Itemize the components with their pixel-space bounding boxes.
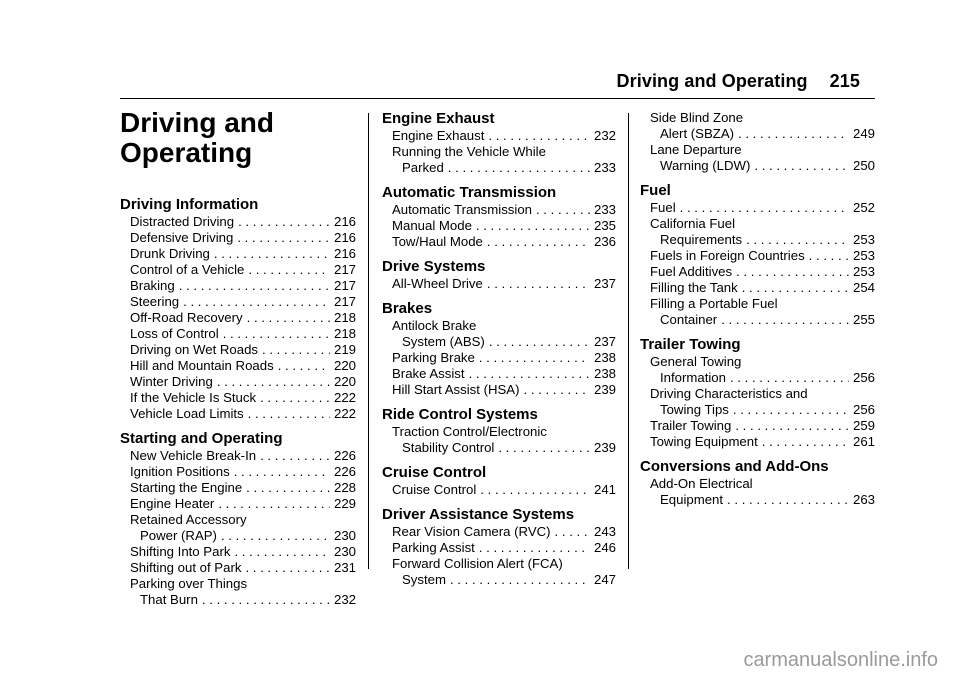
toc-entry-title: Brake Assist — [392, 366, 465, 381]
toc-entry-continuation — [650, 492, 875, 508]
toc-entry-page: 238 — [593, 366, 616, 381]
toc-leader-dots — [555, 524, 590, 540]
toc-leader-dots — [730, 370, 849, 386]
toc-entry-page: 261 — [852, 434, 875, 449]
toc-entry — [382, 366, 616, 382]
toc-entry-title-continued: Stability Control — [402, 440, 495, 455]
toc-entry-page: 216 — [333, 214, 356, 229]
toc-column-1-entries — [120, 196, 356, 608]
toc-entry-page: 220 — [333, 374, 356, 389]
toc-entry-title: Parking Assist — [392, 540, 475, 555]
toc-leader-dots — [221, 528, 330, 544]
toc-entry — [120, 448, 356, 464]
toc-entry-title: Filling a Portable Fuel — [650, 296, 778, 311]
toc-entry — [120, 480, 356, 496]
toc-leader-dots — [721, 312, 849, 328]
toc-leader-dots — [498, 440, 590, 456]
toc-entry — [120, 294, 356, 310]
toc-entry-title-continued: Information — [660, 370, 726, 385]
toc-entry-page: 247 — [593, 572, 616, 587]
toc-entry-page: 226 — [333, 448, 356, 463]
toc-leader-dots — [469, 366, 590, 382]
toc-entry-title: Drunk Driving — [130, 246, 210, 261]
toc-leader-dots — [179, 278, 330, 294]
toc-leader-dots — [489, 334, 590, 350]
toc-entry-title: Engine Heater — [130, 496, 215, 511]
toc-entry-page: 216 — [333, 230, 356, 245]
toc-entry-title: Fuel Additives — [650, 264, 733, 279]
toc-column-3 — [640, 110, 875, 508]
toc-entry-title: Trailer Towing — [650, 418, 732, 433]
toc-entry — [120, 230, 356, 246]
toc-entry-page: 222 — [333, 390, 356, 405]
toc-entry-page: 217 — [333, 278, 356, 293]
toc-entry-title: Hill and Mountain Roads — [130, 358, 274, 373]
toc-leader-dots — [450, 572, 590, 588]
toc-entry-page: 243 — [593, 524, 616, 539]
chapter-title-line-1: Driving and — [120, 107, 275, 138]
toc-entry — [382, 556, 616, 588]
toc-leader-dots — [479, 350, 590, 366]
toc-entry-title: Add-On Electrical — [650, 476, 753, 491]
toc-entry-title: Defensive Driving — [130, 230, 234, 245]
toc-leader-dots — [754, 158, 849, 174]
chapter-title — [120, 108, 356, 168]
toc-entry — [382, 424, 616, 456]
toc-entry-page: 253 — [852, 264, 875, 279]
toc-entry — [120, 278, 356, 294]
toc-entry-title-continued: Parked — [402, 160, 444, 175]
toc-entry-page: 236 — [593, 234, 616, 249]
toc-entry-continuation — [650, 232, 875, 248]
toc-entry — [382, 144, 616, 176]
toc-entry-title: Side Blind Zone — [650, 110, 744, 125]
page-number: 215 — [829, 71, 860, 91]
toc-leader-dots — [246, 480, 330, 496]
toc-entry-title: Retained Accessory — [130, 512, 247, 527]
toc-entry — [120, 214, 356, 230]
toc-entry — [382, 524, 616, 540]
toc-entry-title: Towing Equipment — [650, 434, 758, 449]
toc-leader-dots — [262, 342, 330, 358]
chapter-title-line-2: Operating — [120, 137, 253, 168]
toc-entry-title: Fuel — [650, 200, 676, 215]
toc-entry-page: 216 — [333, 246, 356, 261]
toc-leader-dots — [736, 264, 849, 280]
toc-entry-title: Fuels in Foreign Countries — [650, 248, 805, 263]
toc-entry — [120, 464, 356, 480]
toc-entry-title: All-Wheel Drive — [392, 276, 483, 291]
toc-entry-page: 239 — [593, 382, 616, 397]
toc-entry-title: Braking — [130, 278, 175, 293]
toc-entry-continuation — [650, 312, 875, 328]
toc-leader-dots — [248, 406, 330, 422]
toc-entry — [120, 374, 356, 390]
toc-entry-title-continued: Alert (SBZA) — [660, 126, 735, 141]
toc-entry-page: 226 — [333, 464, 356, 479]
toc-entry — [640, 142, 875, 174]
toc-entry-title: Tow/Haul Mode — [392, 234, 483, 249]
toc-entry-title: Driving on Wet Roads — [130, 342, 259, 357]
header-rule — [120, 98, 875, 99]
toc-entry-page: 218 — [333, 310, 356, 325]
toc-entry-page: 218 — [333, 326, 356, 341]
toc-entry-page: 255 — [852, 312, 875, 327]
toc-entry-continuation — [392, 160, 616, 176]
toc-column-2 — [382, 110, 616, 588]
toc-entry — [382, 128, 616, 144]
toc-leader-dots — [245, 560, 330, 576]
toc-section-heading: Drive Systems — [382, 258, 486, 275]
toc-entry-title: Off-Road Recovery — [130, 310, 243, 325]
toc-entry-continuation — [392, 440, 616, 456]
toc-leader-dots — [536, 202, 590, 218]
toc-leader-dots — [202, 592, 330, 608]
toc-entry-title-continued: Container — [660, 312, 718, 327]
toc-entry-page: 253 — [852, 232, 875, 247]
toc-section-heading: Ride Control Systems — [382, 406, 538, 423]
toc-entry — [382, 350, 616, 366]
toc-entry — [120, 406, 356, 422]
toc-entry-title: California Fuel — [650, 216, 736, 231]
toc-entry-continuation — [392, 334, 616, 350]
toc-entry — [382, 218, 616, 234]
toc-section-heading: Starting and Operating — [120, 430, 283, 447]
toc-entry — [120, 326, 356, 342]
toc-section-heading: Automatic Transmission — [382, 184, 557, 201]
toc-leader-dots — [487, 276, 590, 292]
toc-entry-title: New Vehicle Break-In — [130, 448, 257, 463]
toc-entry-page: 235 — [593, 218, 616, 233]
toc-entry — [120, 544, 356, 560]
toc-entry-title: General Towing — [650, 354, 742, 369]
toc-entry — [640, 476, 875, 508]
toc-section-heading: Brakes — [382, 300, 433, 317]
toc-entry-title: Ignition Positions — [130, 464, 230, 479]
toc-entry — [120, 390, 356, 406]
toc-leader-dots — [260, 448, 330, 464]
toc-entry-title-continued: System (ABS) — [402, 334, 485, 349]
running-header-title: Driving and Operating — [616, 71, 808, 91]
toc-entry-continuation — [650, 158, 875, 174]
toc-entry-page: 233 — [593, 160, 616, 175]
toc-leader-dots — [742, 280, 849, 296]
toc-entry-page: 229 — [333, 496, 356, 511]
toc-entry-page: 230 — [333, 544, 356, 559]
toc-entry — [640, 280, 875, 296]
toc-entry-page: 230 — [333, 528, 356, 543]
toc-entry-page: 252 — [852, 200, 875, 215]
toc-entry-title: Automatic Transmission — [392, 202, 532, 217]
toc-section-heading: Trailer Towing — [640, 336, 741, 353]
toc-section-heading: Driver Assistance Systems — [382, 506, 575, 523]
toc-entry-title-continued: Warning (LDW) — [660, 158, 751, 173]
toc-leader-dots — [214, 246, 330, 262]
toc-entry-title: Shifting out of Park — [130, 560, 242, 575]
toc-entry-title: Starting the Engine — [130, 480, 243, 495]
toc-leader-dots — [238, 214, 330, 230]
toc-entry-page: 256 — [852, 370, 875, 385]
toc-entry-continuation — [650, 370, 875, 386]
toc-entry-continuation — [130, 592, 356, 608]
running-header — [617, 71, 860, 92]
toc-leader-dots — [217, 374, 330, 390]
toc-entry-title-continued: Equipment — [660, 492, 724, 507]
toc-section-heading: Conversions and Add-Ons — [640, 458, 829, 475]
toc-entry-title: Manual Mode — [392, 218, 472, 233]
toc-entry-title: Steering — [130, 294, 180, 309]
toc-entry-page: 232 — [333, 592, 356, 607]
toc-entry-title: Running the Vehicle While — [392, 144, 546, 159]
toc-entry-page: 237 — [593, 276, 616, 291]
toc-entry-page: 239 — [593, 440, 616, 455]
toc-entry — [382, 540, 616, 556]
toc-leader-dots — [762, 434, 849, 450]
toc-leader-dots — [480, 482, 590, 498]
toc-leader-dots — [733, 402, 849, 418]
toc-entry-title-continued: Towing Tips — [660, 402, 729, 417]
toc-leader-dots — [248, 262, 330, 278]
toc-section-heading: Driving Information — [120, 196, 259, 213]
toc-entry-title-continued: Power (RAP) — [140, 528, 217, 543]
toc-entry-page: 232 — [593, 128, 616, 143]
toc-entry-title: Cruise Control — [392, 482, 477, 497]
toc-entry — [640, 248, 875, 264]
toc-entry-page: 217 — [333, 294, 356, 309]
toc-entry-page: 259 — [852, 418, 875, 433]
toc-entry — [120, 310, 356, 326]
toc-entry — [120, 576, 356, 608]
toc-entry — [640, 216, 875, 248]
toc-entry — [382, 234, 616, 250]
toc-entry-title: Forward Collision Alert (FCA) — [392, 556, 563, 571]
toc-entry-title: Parking over Things — [130, 576, 248, 591]
toc-leader-dots — [260, 390, 330, 406]
column-divider — [368, 113, 369, 569]
toc-leader-dots — [218, 496, 330, 512]
toc-entry — [382, 276, 616, 292]
toc-entry-title: Driving Characteristics and — [650, 386, 808, 401]
toc-entry-title: Antilock Brake — [392, 318, 477, 333]
toc-leader-dots — [234, 464, 330, 480]
toc-leader-dots — [746, 232, 849, 248]
toc-entry — [120, 246, 356, 262]
toc-entry-page: 263 — [852, 492, 875, 507]
toc-entry — [640, 354, 875, 386]
toc-entry-title: Distracted Driving — [130, 214, 235, 229]
toc-entry — [382, 202, 616, 218]
toc-entry — [640, 296, 875, 328]
toc-entry-page: 217 — [333, 262, 356, 277]
toc-entry-continuation — [650, 126, 875, 142]
toc-entry — [120, 342, 356, 358]
toc-entry-title: Control of a Vehicle — [130, 262, 245, 277]
toc-entry — [382, 318, 616, 350]
toc-leader-dots — [809, 248, 849, 264]
toc-entry — [120, 262, 356, 278]
toc-entry-continuation — [130, 528, 356, 544]
toc-entry-page: 222 — [333, 406, 356, 421]
toc-entry-page: 228 — [333, 480, 356, 495]
toc-entry-title: Lane Departure — [650, 142, 742, 157]
toc-entry-page: 219 — [333, 342, 356, 357]
toc-entry-title: Engine Exhaust — [392, 128, 485, 143]
toc-entry-title: Loss of Control — [130, 326, 219, 341]
toc-leader-dots — [476, 218, 590, 234]
toc-entry-page: 241 — [593, 482, 616, 497]
toc-entry-page: 233 — [593, 202, 616, 217]
column-divider — [628, 113, 629, 569]
toc-section-heading: Cruise Control — [382, 464, 487, 481]
toc-entry-title: Winter Driving — [130, 374, 213, 389]
toc-leader-dots — [247, 310, 330, 326]
toc-entry — [120, 512, 356, 544]
toc-entry-page: 256 — [852, 402, 875, 417]
toc-entry-title: Hill Start Assist (HSA) — [392, 382, 520, 397]
toc-entry-page: 250 — [852, 158, 875, 173]
toc-leader-dots — [234, 544, 330, 560]
toc-entry-page: 246 — [593, 540, 616, 555]
toc-leader-dots — [278, 358, 330, 374]
toc-entry-title-continued: Requirements — [660, 232, 743, 247]
toc-leader-dots — [479, 540, 590, 556]
toc-entry-page: 220 — [333, 358, 356, 373]
toc-leader-dots — [488, 128, 590, 144]
toc-leader-dots — [735, 418, 849, 434]
toc-entry-title: Rear Vision Camera (RVC) — [392, 524, 551, 539]
watermark: carmanualsonline.info — [743, 649, 938, 671]
toc-entry — [382, 482, 616, 498]
toc-entry-title-continued: That Burn — [140, 592, 198, 607]
toc-entry-page: 238 — [593, 350, 616, 365]
toc-entry-continuation — [650, 402, 875, 418]
toc-entry-title: Vehicle Load Limits — [130, 406, 244, 421]
toc-entry-page: 249 — [852, 126, 875, 141]
toc-entry — [640, 386, 875, 418]
toc-entry-page: 231 — [333, 560, 356, 575]
toc-entry — [120, 560, 356, 576]
toc-leader-dots — [727, 492, 849, 508]
toc-leader-dots — [524, 382, 590, 398]
toc-entry-page: 254 — [852, 280, 875, 295]
toc-entry — [382, 382, 616, 398]
toc-leader-dots — [448, 160, 590, 176]
toc-entry — [640, 110, 875, 142]
toc-entry-title: Traction Control/Electronic — [392, 424, 547, 439]
toc-entry-title: If the Vehicle Is Stuck — [130, 390, 257, 405]
toc-section-heading: Fuel — [640, 182, 671, 199]
toc-leader-dots — [738, 126, 849, 142]
toc-entry-page: 253 — [852, 248, 875, 263]
toc-entry — [640, 264, 875, 280]
toc-leader-dots — [487, 234, 590, 250]
toc-entry-title: Shifting Into Park — [130, 544, 231, 559]
toc-leader-dots — [680, 200, 849, 216]
toc-entry — [640, 200, 875, 216]
toc-leader-dots — [223, 326, 330, 342]
toc-entry-title: Parking Brake — [392, 350, 475, 365]
toc-entry — [120, 496, 356, 512]
toc-entry-page: 237 — [593, 334, 616, 349]
toc-leader-dots — [237, 230, 330, 246]
toc-entry — [640, 418, 875, 434]
toc-leader-dots — [183, 294, 330, 310]
toc-entry-continuation — [392, 572, 616, 588]
toc-entry-title-continued: System — [402, 572, 446, 587]
toc-entry-title: Filling the Tank — [650, 280, 738, 295]
toc-entry — [640, 434, 875, 450]
toc-entry — [120, 358, 356, 374]
toc-column-1 — [120, 108, 356, 608]
toc-section-heading: Engine Exhaust — [382, 110, 495, 127]
